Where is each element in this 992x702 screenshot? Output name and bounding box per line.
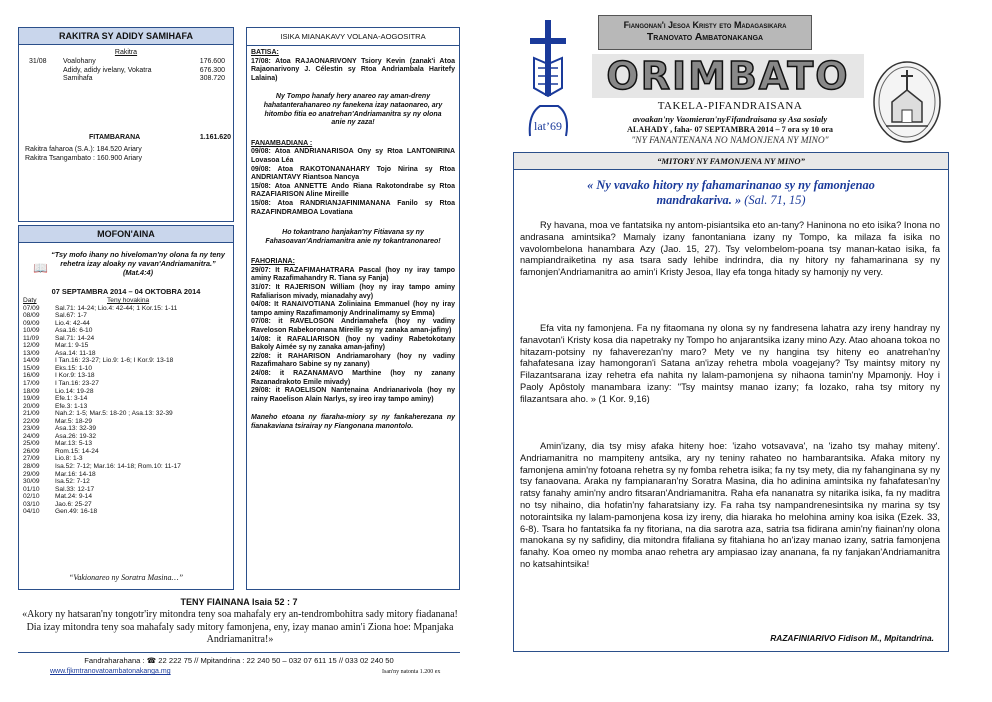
cross-logo <box>526 18 572 144</box>
fanambadiana-title: FANAMBADIANA : <box>251 139 313 147</box>
mofonaina-box <box>18 225 234 590</box>
reading-list-header <box>23 297 229 305</box>
reading-text: Lio.14: 19-28 <box>55 387 94 395</box>
rakitra-date: 31/08 <box>29 58 47 66</box>
rakitra-item-value: 676.300 <box>199 66 225 74</box>
rakitra-subheader: Rakitra <box>114 49 138 56</box>
fahoriana-title: FAHORIANA: <box>251 258 295 266</box>
reading-date: 23/09 <box>23 425 40 433</box>
isika-header: ISIKA MIANAKAVY VOLANA-AOGOSITRA <box>247 28 459 46</box>
reading-row <box>23 501 229 509</box>
rakitra-item-label: Samihafa <box>63 75 93 83</box>
reading-text: Asa.14: 11-18 <box>55 349 96 357</box>
masthead-title: ORIMBATO <box>592 54 864 98</box>
reading-text: Isa.52: 7-12 <box>55 478 90 486</box>
reading-date: 18/09 <box>23 387 40 395</box>
reading-date: 16/09 <box>23 372 40 380</box>
reading-date: 22/09 <box>23 417 40 425</box>
fanambadiana-list <box>251 148 455 217</box>
reading-row <box>23 433 229 441</box>
reading-row <box>23 410 229 418</box>
fahoriana-item: 07/08: it RAVELOSON Andriamahefa (hoy ny vadiny Raveloson Rabekoronana Mireille sy ny zanaka aman-jafiny) <box>251 318 455 335</box>
reading-text: Mar.1: 9-15 <box>55 342 89 350</box>
svg-text:lat’69: lat’69 <box>534 119 562 133</box>
paragraph-3: Amin'izany, dia tsy misy afaka hiteny hoe: 'izaho votsavava', na 'izaho tsy mahay miteny'. Andriamanitra no mampiteny antsika, ary ny teniny rahateo no hambarantsika. Afaka mitory ny famonjena amin'ny fotoana rehetra sy ny fomba rehetra isika; fa ny tsy mety, dia ny fahanginana sy ny tsy fanaovana. Araka ny fampianaran'ny Soratra Masina, dia ho adinina amintsika ny fahafatesan'ny ratsy fanahy amin'ny andro fitsaran'Andriamanitra. Raha efa nananatra sy nitarika isika, fa ny maditra no tsy nihaino, dia hofatin'ny faharatsiany izy. Fa raha tsy nampandrenesintsika ny marina sy tsy notoraintsika ny lalam-pamonjena kosa izy ireny, dia hiaraka ho melohina aminy koa isika (Ezek. 33, 6-8). Tsara ho fantatsika fa ny fitoriana, na dia sarotra aza, satria tsa fidirana amin'ny fiainan'ny olona manokana sy ny safidiny, dia mitondra fifaliana sy fitahiana ho an'izay manao izany, satria famonjena fanahy. Koa omeo ny momba anao rehetra ary ampiasao izay ananana, fa ny fanjakan'Andriamanitra no katsahintsika! <box>520 441 940 569</box>
reading-text: Eks.15: 1-10 <box>55 364 93 372</box>
reading-date: 04/10 <box>23 508 40 516</box>
reading-row <box>23 388 229 396</box>
reading-date: 29/09 <box>23 470 40 478</box>
reading-date: 21/09 <box>23 410 40 418</box>
reading-text: Mar.16: 14-18 <box>55 470 96 478</box>
reading-date: 14/09 <box>23 357 40 365</box>
reading-date: 03/10 <box>23 500 40 508</box>
reading-text: Asa.13: 32-39 <box>55 425 97 433</box>
website-link[interactable]: www.fjkmtranovatoambatonakanga.mg <box>50 668 171 675</box>
reading-date: 27/09 <box>23 455 40 463</box>
rakitra-tsangambato: Rakitra Tsangambato : 160.900 Ariary <box>25 155 142 162</box>
rakitra-item-label: Voalohany <box>63 58 96 66</box>
fahoriana-item: 29/07: It RAZAFIMAHATRARA Pascal (hoy ny iray tampo aminy Razafimahandry R. Tiana sy Fanja) <box>251 266 455 283</box>
batisa-text: 17/08: Atoa RAJAONARIVONY Tsiory Kevin (zanak'i Atoa Rajaonarivony J. Célestin sy Rtoa Andriambala Haritefy Lalaina) <box>251 57 455 82</box>
reading-row <box>23 403 229 411</box>
reading-row <box>23 455 229 463</box>
fanambadiana-item: 15/08: Atoa ANNETTE Ando Riana Rakotondrabe sy Rtoa RAZAFIARISON Aline Mireille <box>251 182 455 199</box>
paragraph-1: Ry havana, moa ve fantatsika ny antom-pisiantsika eto an-tany? Haninona no eto isika? Inona no andrasana amintsika? Mamaly izany fanontaniana izany ny Tompo, ka milaza fa isika no vavolombelona hanambara Azy (Jao. 15, 27). Tsy velombelom-poana tsy manan-katao isika, fa nampiandraiketina ny asa tsara sady lehibe indrindra, dia ny hitory ny fahamarinana sy ny famonjen'Andriamanitra ao amin'i Kristy Jesoa, Ilay efa tonga hitady sy hamonjy ny very. <box>520 220 941 278</box>
fanambadiana-item: 09/08: Atoa RAKOTONANAHARY Tojo Nirina sy Rtoa ANDRIANTAVY Riantsoa Nancya <box>251 165 455 182</box>
church-line1: Fiangonan'i Jesoa Kristy eto Madagasikara <box>623 20 787 30</box>
reading-date: 13/09 <box>23 349 40 357</box>
reading-date: 20/09 <box>23 402 40 410</box>
reading-date: 10/09 <box>23 327 40 335</box>
takela-title: TAKELA-PIFANDRAISANA <box>657 100 803 112</box>
reading-text: Gen.49: 16-18 <box>55 508 98 516</box>
reading-row <box>23 463 229 471</box>
reading-row <box>23 312 229 320</box>
reading-text: I Kor.9: 13-18 <box>55 372 95 380</box>
reading-text: Mat.24: 9-14 <box>55 493 93 501</box>
reading-row <box>23 320 229 328</box>
reading-date: 28/09 <box>23 463 40 471</box>
rakitra-total-label: FITAMBARANA <box>89 134 141 141</box>
reading-date: 26/09 <box>23 447 40 455</box>
reading-row <box>23 350 229 358</box>
church-banner <box>598 15 812 50</box>
reading-text: Asa.26: 19-32 <box>55 432 97 440</box>
reading-row <box>23 327 229 335</box>
reading-date: 30/09 <box>23 478 40 486</box>
readings <box>23 305 229 516</box>
fahoriana-item: 04/08: It RANAIVOTIANA Zoliniaina Emmanuel (hoy ny iray tampo aminy Razafimamonjy Andrinalimamy sy Emma) <box>251 301 455 317</box>
reading-date: 02/10 <box>23 493 40 501</box>
mofonaina-closing: “Vakionareo ny Soratra Masina…” <box>68 573 184 582</box>
mofonaina-quote: “Tsy mofo ihany no hiveloman'ny olona fa ny teny rehetra izay aloaky ny vavan'Andriamanitra.” (Mat.4:4) <box>51 250 225 277</box>
headline-ref: (Sal. 71, 15) <box>744 193 806 207</box>
reading-text: Rom.15: 14-24 <box>55 447 99 455</box>
reading-text: Nah.2: 1-5; Mar.5: 18-20 ; Asa.13: 32-39 <box>55 410 173 418</box>
rakitra-item-value: 176.600 <box>199 58 225 66</box>
rakitra-box <box>18 27 234 222</box>
reading-date: 19/09 <box>23 395 40 403</box>
reading-row <box>23 486 229 494</box>
reading-text: I Tan.16: 23-27 <box>55 380 99 388</box>
reading-text: Sal.71: 14-24; Lio.4: 42-44; 1 Kor.15: 1-11 <box>55 304 178 312</box>
reading-row <box>23 335 229 343</box>
reading-row <box>23 471 229 479</box>
reading-date: 07/09 <box>23 304 40 312</box>
fahoriana-item: 14/08: it RAFALIARISON (hoy ny vadiny Rabetokotany Bakoly Aimée sy ny zanaka aman-jafiny) <box>251 335 455 352</box>
footer-contact: Fandraharahana : ☎ 22 222 75 // Mpitandrina : 22 240 50 – 032 07 611 15 // 033 02 240 50 <box>84 656 394 665</box>
reading-row <box>23 380 229 388</box>
fahoriana-item: 29/08: it RAOELISON Nantenaina Andrianarivola (hoy ny rainy Raoelison Alain Narlys, sy ireo iray tampo aminy) <box>251 387 455 403</box>
isika-box <box>246 27 460 590</box>
reading-text: I Tan.16: 23-27; Lio.9: 1-6; I Kor.9: 13-18 <box>55 357 174 365</box>
reading-row <box>23 493 229 501</box>
reading-text: Sal.33: 12-17 <box>55 485 95 493</box>
fahoriana-item: 31/07: It RAJERISON William (hoy ny iray tampo aminy Rafaliarison mivady, mianadahy avy) <box>251 284 455 300</box>
reading-date: 12/09 <box>23 342 40 350</box>
reading-date: 11/09 <box>23 334 40 342</box>
mofonaina-period: 07 SEPTAMBRA 2014 – 04 OKTOBRA 2014 <box>51 287 201 296</box>
reading-date: 08/09 <box>23 312 40 320</box>
reading-row <box>23 395 229 403</box>
fahoriana-item: 22/08: it RAHARISON Andriamarohary (hoy ny vadiny Razafimaharo Sabine sy ny zanany) <box>251 352 455 369</box>
reading-date: 17/09 <box>23 380 40 388</box>
reading-text: Isa.52: 7-12; Mar.16: 14-18; Rom.10: 11-17 <box>55 463 181 471</box>
reading-row <box>23 508 229 516</box>
reading-text: Lio.4: 42-44 <box>55 319 90 327</box>
headline <box>548 178 914 208</box>
subtitle-2: ALAHADY , faha- 07 SEPTAMBRA 2014 – 7 ora sy 10 ora <box>626 125 834 134</box>
section-title: “MITORY NY FAMONJENA NY MINO” <box>514 153 948 170</box>
fanambadiana-wish: Ho tokantrano hanjakan'ny Fitiavana sy ny Fahasoavan'Andriamanitra anie ny tokantranonareo! <box>265 229 441 245</box>
reading-text: Jao.6: 25-27 <box>55 500 92 508</box>
reading-row <box>23 418 229 426</box>
teny-title: TENY FIAINANA Isaia 52 : 7 <box>180 597 298 607</box>
subtitle-1: avoakan'ny Vaomieran'nyFifandraisana sy Asa sosialy <box>632 114 828 124</box>
col-text: Teny hovakina <box>107 297 150 304</box>
paragraph-2: Efa vita ny famonjena. Fa ny fitaomana ny olona sy ny fandresena lahatra azy ireny handray ny fanavotan'i Kristy kosa dia napetraky ny Tompo ho anjarantsika izany mino Azy. Atao ahoana tokoa no hitazam-potsiny ny fahaverezan'ny maro? Mety ve ny hangina tsy hiteny eo anatrehan'ny fahafatesana izay hamongoran'i Satana an'izay rehetra mbola voagejany? Tsy maintsy mitory ny Filazantsarana izay rehetra efa nahita ny lalam-pamonjena sy nihaona tamin'ny Mpamonjy. Hoy i Paoly Apôstoly manambara izany: "Tsy maintsy manao izany; fa lozako, raha tsy mitory ny filazantsara aho. » (1 Kor. 9,16) <box>520 323 940 404</box>
batisa-wish: Ny Tompo hanafy hery anareo ray aman-dreny hahatanterahanareo ny fanekena izay nataonareo, ary hitombo fitia eo anatrehan'Andriamanitra sy ny olona anie ny zaza! <box>263 93 443 127</box>
reading-date: 15/09 <box>23 364 40 372</box>
motto: "NY FANANTENANA NO NAMONJENA NY MINO" <box>631 136 829 146</box>
church-emblem <box>872 60 942 144</box>
fanambadiana-item: 15/08: Atoa RANDRIANJAFINIMANANA Fanilo sy Rtoa RAZAFINDRAMBOA Lovatiana <box>251 199 455 216</box>
reading-text: Mar.13: 5-13 <box>55 440 93 448</box>
rakitra-item-label: Adidy, adidy ivelany, Vokatra <box>63 66 152 74</box>
reading-text: Sal.67: 1-7 <box>55 312 87 320</box>
church-line2: Tranovato Ambatonakanga <box>646 31 764 43</box>
reading-row <box>23 440 229 448</box>
reading-date: 24/09 <box>23 432 40 440</box>
reading-text: Mar.5: 18-29 <box>55 417 93 425</box>
mofonaina-header: MOFON'AINA <box>19 226 233 243</box>
reading-row <box>23 425 229 433</box>
reading-row <box>23 305 229 313</box>
book-icon: 📖 <box>33 261 48 275</box>
footer-divider <box>18 652 460 653</box>
reading-date: 09/09 <box>23 319 40 327</box>
rakitra-item-value: 308.720 <box>199 75 225 83</box>
reading-row <box>23 448 229 456</box>
reading-list <box>23 297 229 516</box>
fahoriana-item: 24/08: it RAZANAMAVO Marthine (hoy ny zanany Razanadrakoto Emile mivady) <box>251 370 455 386</box>
rakitra-faharoa: Rakitra faharoa (S.A.): 184.520 Ariary <box>25 146 142 153</box>
rakitra-items <box>19 58 233 86</box>
reading-row <box>23 365 229 373</box>
col-date: Daty <box>23 297 37 304</box>
signature: RAZAFINIARIVO Fidison M., Mpitandrina. <box>770 633 934 643</box>
fanambadiana-item: 09/08: Atoa ANDRIANARISOA Ony sy Rtoa LANTONIRINA Lovasoa Léa <box>251 148 455 164</box>
teny-text: «Akory ny hatsaran'ny tongotr'iry mitondra teny soa mahafaly ery an-tendrombohitra sady mitory fiadanana! Dia izay mitondra teny soa mahafaly sady mitory famonjena, eny, izay manao amin'i Ziona hoe: Mpanjaka Andriamanitra!» <box>22 609 458 645</box>
headline-text: « Ny vavako hitory ny fahamarinanao sy ny famonjenao mandrakariva. » <box>587 178 875 207</box>
reading-text: Efe.3: 1-13 <box>55 402 88 410</box>
reading-row <box>23 372 229 380</box>
fahoriana-wish: Maneho etoana ny fiaraha-miory sy ny fankaherezana ny fianakaviana tsirairay ny Fiangonana manontolo. <box>251 414 455 430</box>
rakitra-header: RAKITRA SY ADIDY SAMIHAFA <box>19 28 233 45</box>
reading-text: Lio.8: 1-3 <box>55 455 83 463</box>
reading-text: Asa.16: 6-10 <box>55 327 93 335</box>
reading-date: 01/10 <box>23 485 40 493</box>
reading-row <box>23 342 229 350</box>
reading-row <box>23 478 229 486</box>
rakitra-total-value: 1.161.620 <box>199 134 231 141</box>
reading-text: Sal.71: 14-24 <box>55 334 95 342</box>
reading-row <box>23 357 229 365</box>
batisa-title: BATISA: <box>251 49 279 56</box>
reading-date: 25/09 <box>23 440 40 448</box>
reading-text: Efe.1: 3-14 <box>55 395 88 403</box>
fahoriana-list <box>251 267 455 405</box>
printed-count: Isan'ny natonta 1.200 ex <box>382 669 441 675</box>
